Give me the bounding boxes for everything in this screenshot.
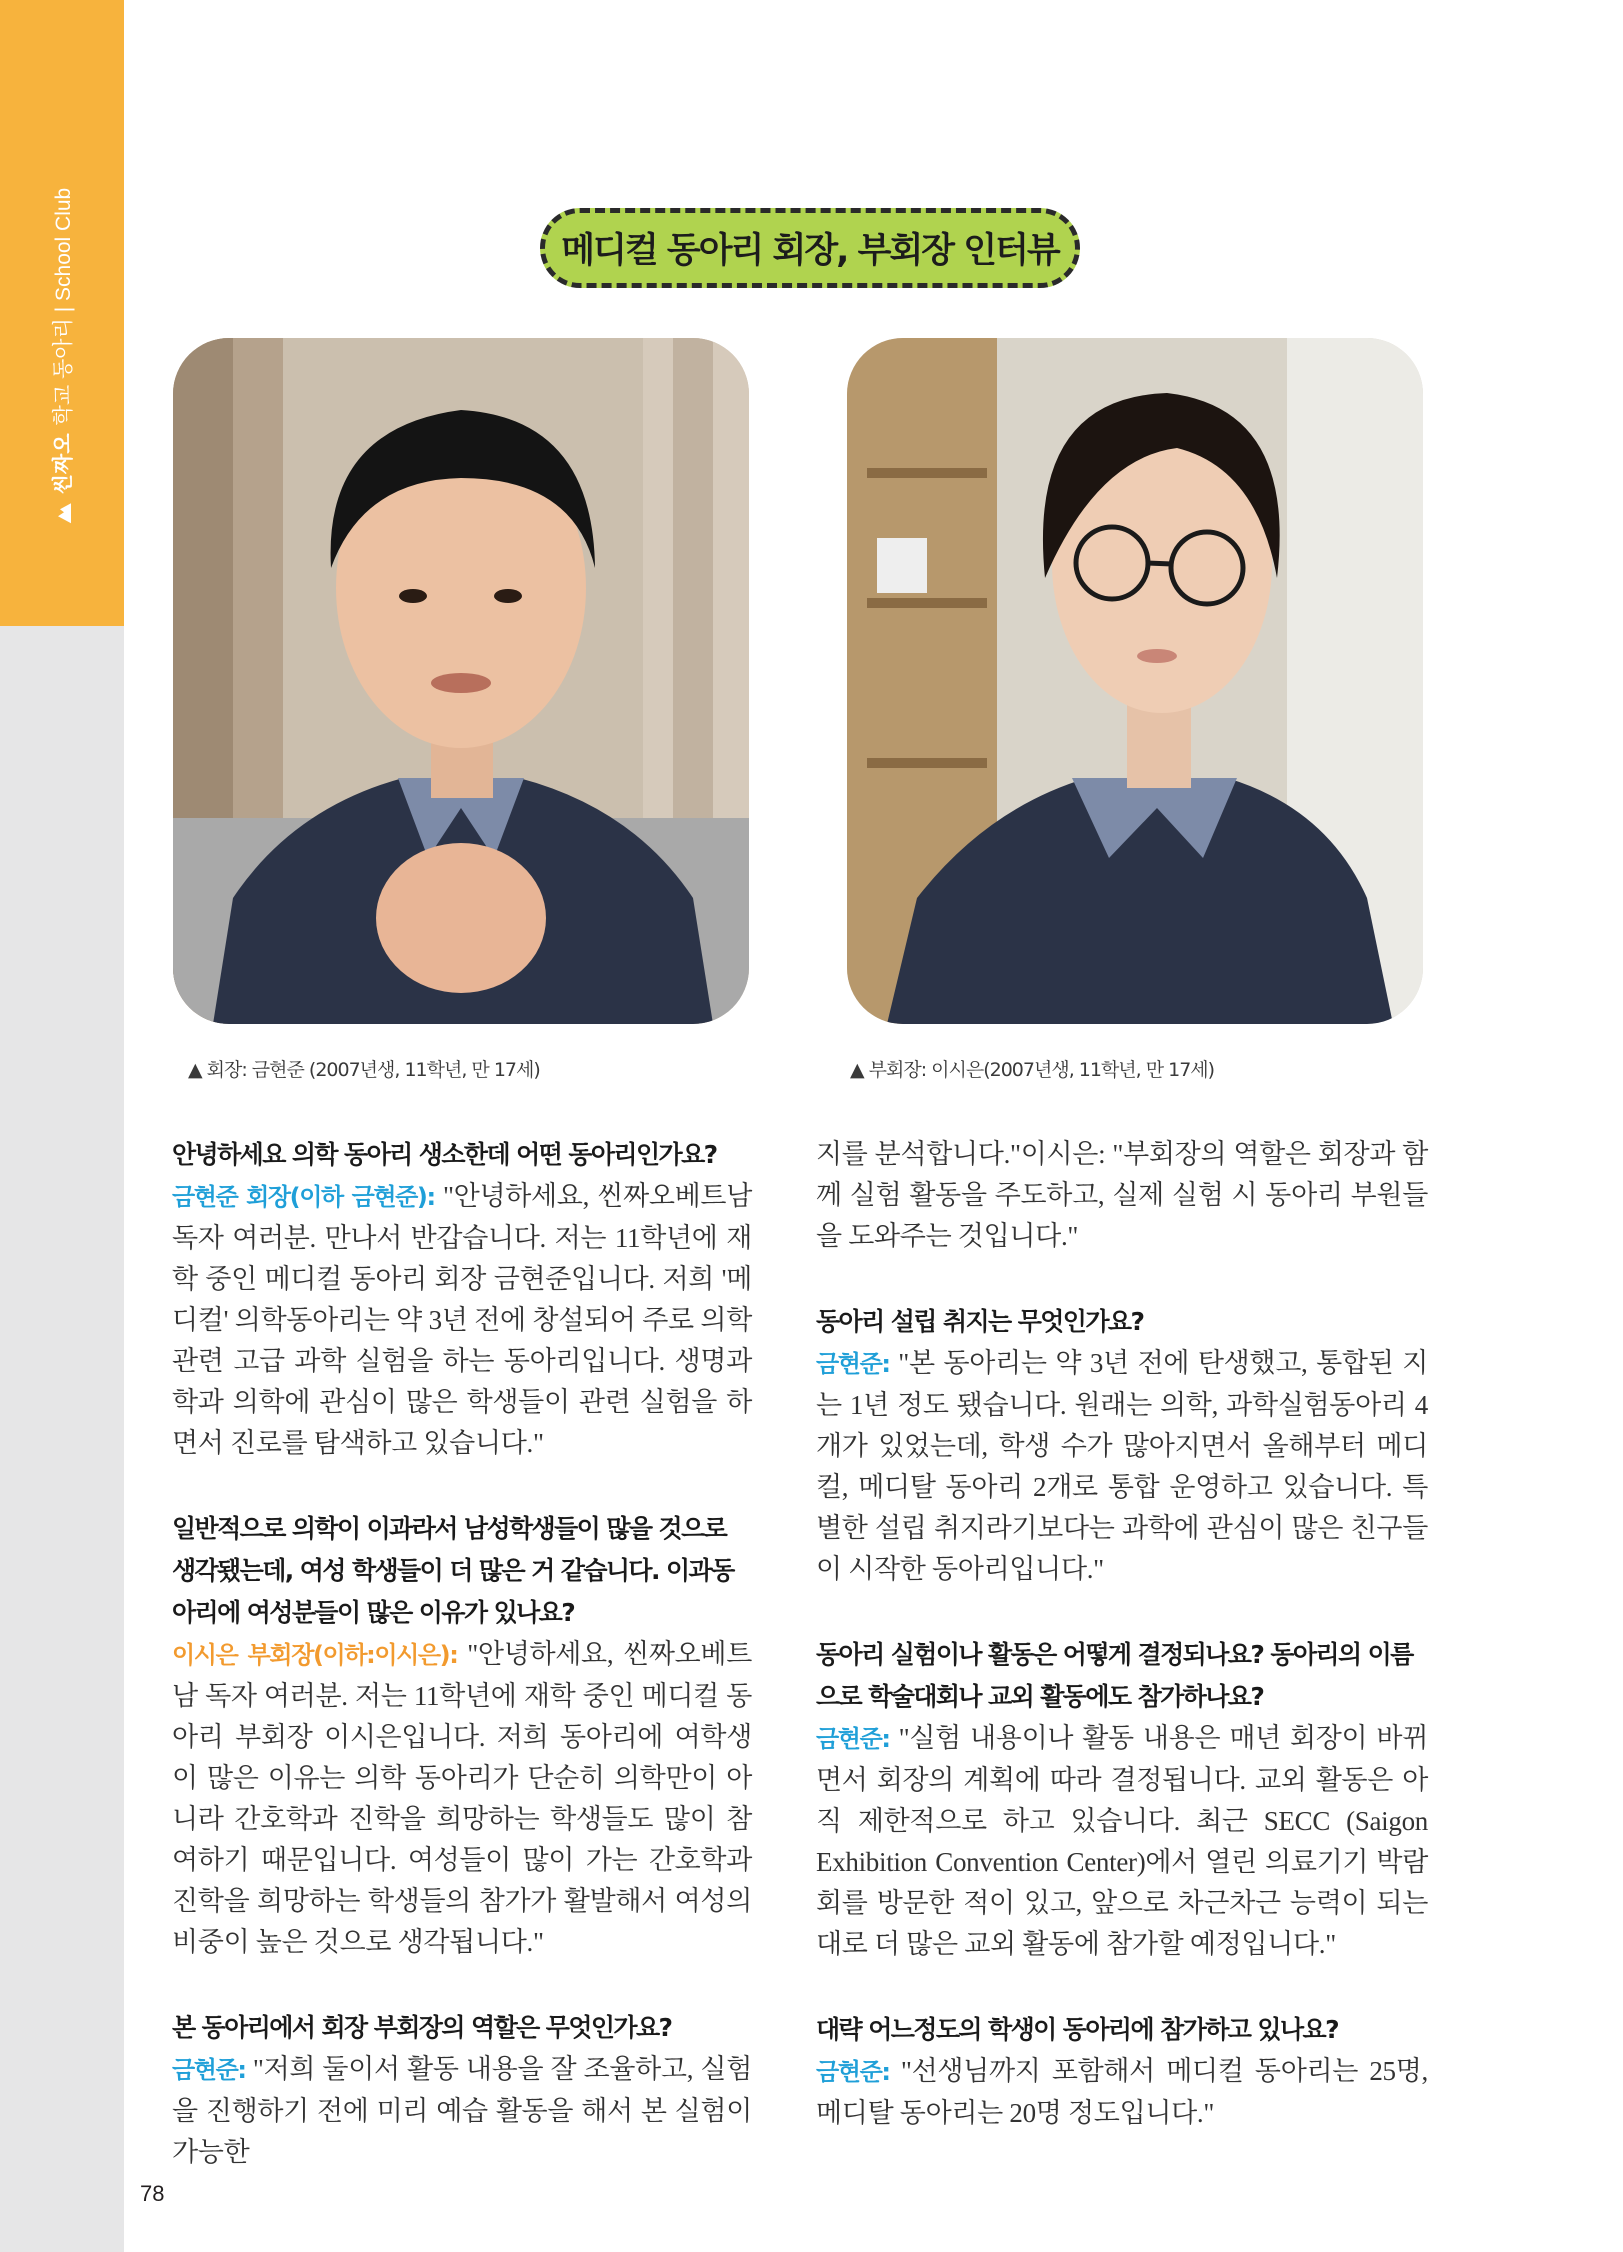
president-photo	[173, 338, 749, 1024]
section-name: 학교 동아리 | School Club	[52, 187, 75, 426]
qa-block	[816, 1634, 1428, 1965]
answer-text: "안녕하세요, 씬짜오베트남 독자 여러분. 저는 11학년에 재학 중인 메디컬 동아리 부회장 이시은입니다. 저희 동아리에 여학생이 많은 이유는 의학 동아리가 단순히 의학만이 아니라 간호학과 진학을 희망하는 학생들도 많이 참여하기 때문입니다. 여성들이 많이 가는 간호학과 진학을 희망하는 학생들의 참가가 활발해서 여성의 비중이 높은 것으로 생각됩니다."	[172, 1639, 752, 1957]
mountain-logo-icon	[52, 502, 72, 524]
speaker-label: 금현준:	[816, 2058, 890, 2086]
magazine-brand: 씬짜오	[52, 433, 75, 495]
question-heading: 동아리 실험이나 활동은 어떻게 결정되나요? 동아리의 이름으로 학술대회나 교외 활동에도 참가하나요?	[816, 1640, 1413, 1711]
answer-paragraph	[816, 1718, 1428, 1965]
answer-paragraph	[172, 1176, 752, 1464]
question-heading: 대략 어느정도의 학생이 동아리에 참가하고 있나요?	[816, 2015, 1338, 2044]
vice-president-photo	[847, 338, 1423, 1024]
question-heading: 동아리 설립 취지는 무엇인가요?	[816, 1307, 1144, 1336]
sidebar-section-label	[47, 188, 77, 524]
speaker-label: 금현준:	[816, 1725, 890, 1753]
right-text-column	[816, 1134, 1428, 2178]
qa-block	[816, 2009, 1428, 2134]
qa-block	[172, 2007, 752, 2173]
left-text-column	[172, 1134, 752, 2217]
question-heading: 본 동아리에서 회장 부회장의 역할은 무엇인가요?	[172, 2013, 672, 2042]
speaker-label: 금현준 회장(이하 금현준):	[172, 1183, 435, 1211]
sidebar-gray-strip	[0, 626, 124, 2252]
qa-block	[172, 1508, 752, 1963]
qa-block	[816, 1301, 1428, 1590]
answer-text: "선생님까지 포함해서 메디컬 동아리는 25명, 메디탈 동아리는 20명 정도입니다."	[816, 2056, 1428, 2128]
answer-continuation: 지를 분석합니다."이시은: "부회장의 역할은 회장과 함께 실험 활동을 주도하고, 실제 실험 시 동아리 부원들을 도와주는 것입니다."	[816, 1139, 1428, 1251]
answer-text: "저희 둘이서 활동 내용을 잘 조율하고, 실험을 진행하기 전에 미리 예습 활동을 해서 본 실험이 가능한	[172, 2054, 752, 2167]
speaker-label: 금현준:	[816, 1350, 890, 1378]
answer-text: "안녕하세요, 씬짜오베트남 독자 여러분. 만나서 반갑습니다. 저는 11학년에 재학 중인 메디컬 동아리 회장 금현준입니다. 저희 '메디컬' 의학동아리는 약 3년 전에 창설되어 주로 의학 관련 고급 과학 실험을 하는 동아리입니다. 생명과학과 의학에 관심이 많은 학생들이 관련 실험을 하면서 진로를 탐색하고 있습니다."	[172, 1181, 752, 1458]
answer-text: "실험 내용이나 활동 내용은 매년 회장이 바뀌면서 회장의 계획에 따라 결정됩니다. 교외 활동은 아직 제한적으로 하고 있습니다. 최근 SECC (Saigon Exhibition Convention Center)에서 열린 의료기기 박람회를 방문한 적이 있고, 앞으로 차근차근 능력이 되는 대로 더 많은 교외 활동에 참가할 예정입니다."	[816, 1723, 1428, 1959]
page-title: 메디컬 동아리 회장, 부회장 인터뷰	[561, 231, 1059, 271]
answer-paragraph	[816, 2051, 1428, 2134]
answer-paragraph	[172, 2049, 752, 2173]
question-heading: 안녕하세요 의학 동아리 생소한데 어떤 동아리인가요?	[172, 1140, 717, 1169]
page-number: 78	[140, 2181, 165, 2206]
speaker-label: 금현준:	[172, 2056, 246, 2084]
question-heading: 일반적으로 의학이 이과라서 남성학생들이 많을 것으로 생각됐는데, 여성 학생들이 더 많은 거 같습니다. 이과동아리에 여성분들이 많은 이유가 있나요?	[172, 1514, 734, 1627]
answer-paragraph	[816, 1343, 1428, 1590]
qa-block	[172, 1134, 752, 1464]
president-caption: ▲ 회장: 금현준 (2007년생, 11학년, 만 17세)	[188, 1059, 540, 1081]
speaker-label: 이시은 부회장(이하:이시은):	[172, 1641, 458, 1669]
vice-president-caption: ▲ 부회장: 이시은(2007년생, 11학년, 만 17세)	[850, 1059, 1215, 1081]
answer-paragraph	[172, 1634, 752, 1963]
interview-title-badge	[540, 208, 1080, 288]
answer-text: "본 동아리는 약 3년 전에 탄생했고, 통합된 지는 1년 정도 됐습니다. 원래는 의학, 과학실험동아리 4개가 있었는데, 학생 수가 많아지면서 올해부터 메디컬, 메디탈 동아리 2개로 통합 운영하고 있습니다. 특별한 설립 취지라기보다는 과학에 관심이 많은 친구들이 시작한 동아리입니다."	[816, 1348, 1428, 1584]
